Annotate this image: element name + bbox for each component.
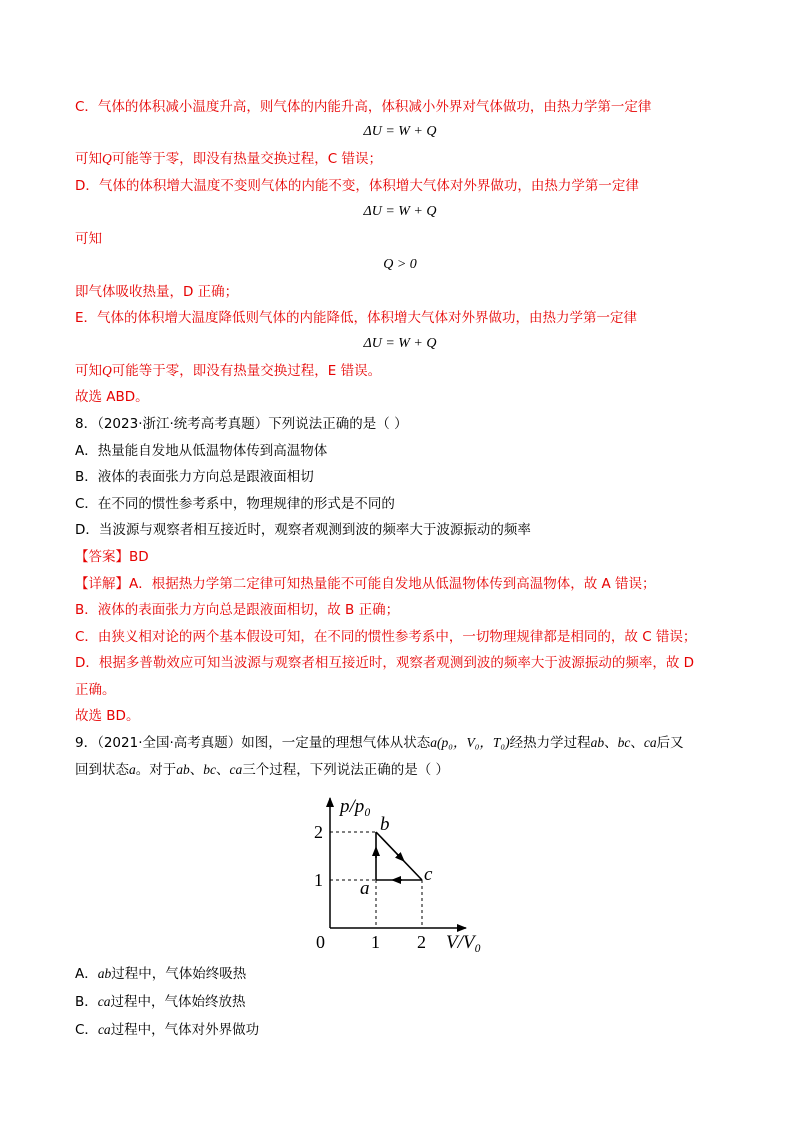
point-b-label: b [380, 814, 390, 835]
q9-option-a: A．ab过程中，气体始终吸热 [75, 966, 247, 982]
solution-choice: 故选 ABD。 [75, 389, 149, 405]
point-c-label: c [424, 864, 433, 885]
point-a-label: a [360, 878, 370, 899]
solution-D-text: D．气体的体积增大温度不变则气体的内能不变，体积增大气体对外界做功，由热力学第一定律 [75, 178, 639, 194]
x-tick-2: 2 [417, 932, 426, 952]
solution-D-conclusion: 即气体吸收热量，D 正确； [75, 284, 239, 300]
q8-option-b: B．液体的表面张力方向总是跟液面相切 [75, 469, 314, 485]
equation-first-law-2: ΔU = W + Q [363, 204, 437, 219]
y-tick-2: 2 [314, 822, 323, 842]
y-axis-label: p/p₀ [340, 796, 371, 817]
solution-E-conclusion: 可知Q可能等于零，即没有热量交换过程，E 错误。 [75, 363, 382, 379]
q8-detail-c: C．由狭义相对论的两个基本假设可知，在不同的惯性参考系中，一切物理规律都是相同的，故 C 错误； [75, 629, 697, 645]
q9-option-b: B．ca过程中，气体始终放热 [75, 994, 246, 1010]
q9-stem-line2: 回到状态a。对于ab、bc、ca三个过程，下列说法正确的是（ ） [75, 762, 450, 778]
q8-detail-d-line1: D．根据多普勒效应可知当波源与观察者相互接近时，观察者观测到波的频率大于波源振动的频率，故 D [75, 655, 695, 671]
solution-C-text: C．气体的体积减小温度升高，则气体的内能升高，体积减小外界对气体做功，由热力学第一定律 [75, 99, 652, 115]
q8-option-a: A．热量能自发地从低温物体传到高温物体 [75, 443, 328, 459]
q8-detail-b: B．液体的表面张力方向总是跟液面相切，故 B 正确； [75, 602, 400, 618]
equation-first-law-1: ΔU = W + Q [363, 124, 437, 139]
origin-label: 0 [316, 932, 325, 952]
q8-detail-a: 【详解】A．根据热力学第二定律可知热量能不可能自发地从低温物体传到高温物体，故 A 错误； [75, 576, 656, 592]
q8-option-d: D．当波源与观察者相互接近时，观察者观测到波的频率大于波源振动的频率 [75, 522, 531, 538]
equation-first-law-3: ΔU = W + Q [363, 336, 437, 351]
q8-detail-d-line2: 正确。 [75, 682, 116, 698]
y-tick-1: 1 [314, 870, 323, 890]
solution-D-know: 可知 [75, 231, 102, 247]
solution-C-conclusion: 可知Q可能等于零，即没有热量交换过程，C 错误； [75, 151, 382, 167]
pv-diagram [0, 790, 800, 960]
x-axis-label: V/V₀ [446, 932, 482, 953]
q9-option-c: C．ca过程中，气体对外界做功 [75, 1022, 260, 1038]
q8-option-c: C．在不同的惯性参考系中，物理规律的形式是不同的 [75, 496, 395, 512]
solution-E-text: E．气体的体积增大温度降低则气体的内能降低，体积增大气体对外界做功，由热力学第一定律 [75, 310, 638, 326]
equation-q-positive: Q > 0 [383, 257, 417, 272]
q8-choice: 故选 BD。 [75, 708, 140, 724]
q8-stem: 8．（2023·浙江·统考高考真题）下列说法正确的是（ ） [75, 416, 408, 432]
q9-stem-line1: 9．（2021·全国·高考真题）如图，一定量的理想气体从状态a(p₀，V₀，T₀)经热力学过程ab、bc、ca后又 [75, 735, 684, 751]
x-tick-1: 1 [371, 932, 380, 952]
q8-answer: 【答案】BD [75, 549, 149, 565]
arrow-bc [397, 854, 402, 859]
